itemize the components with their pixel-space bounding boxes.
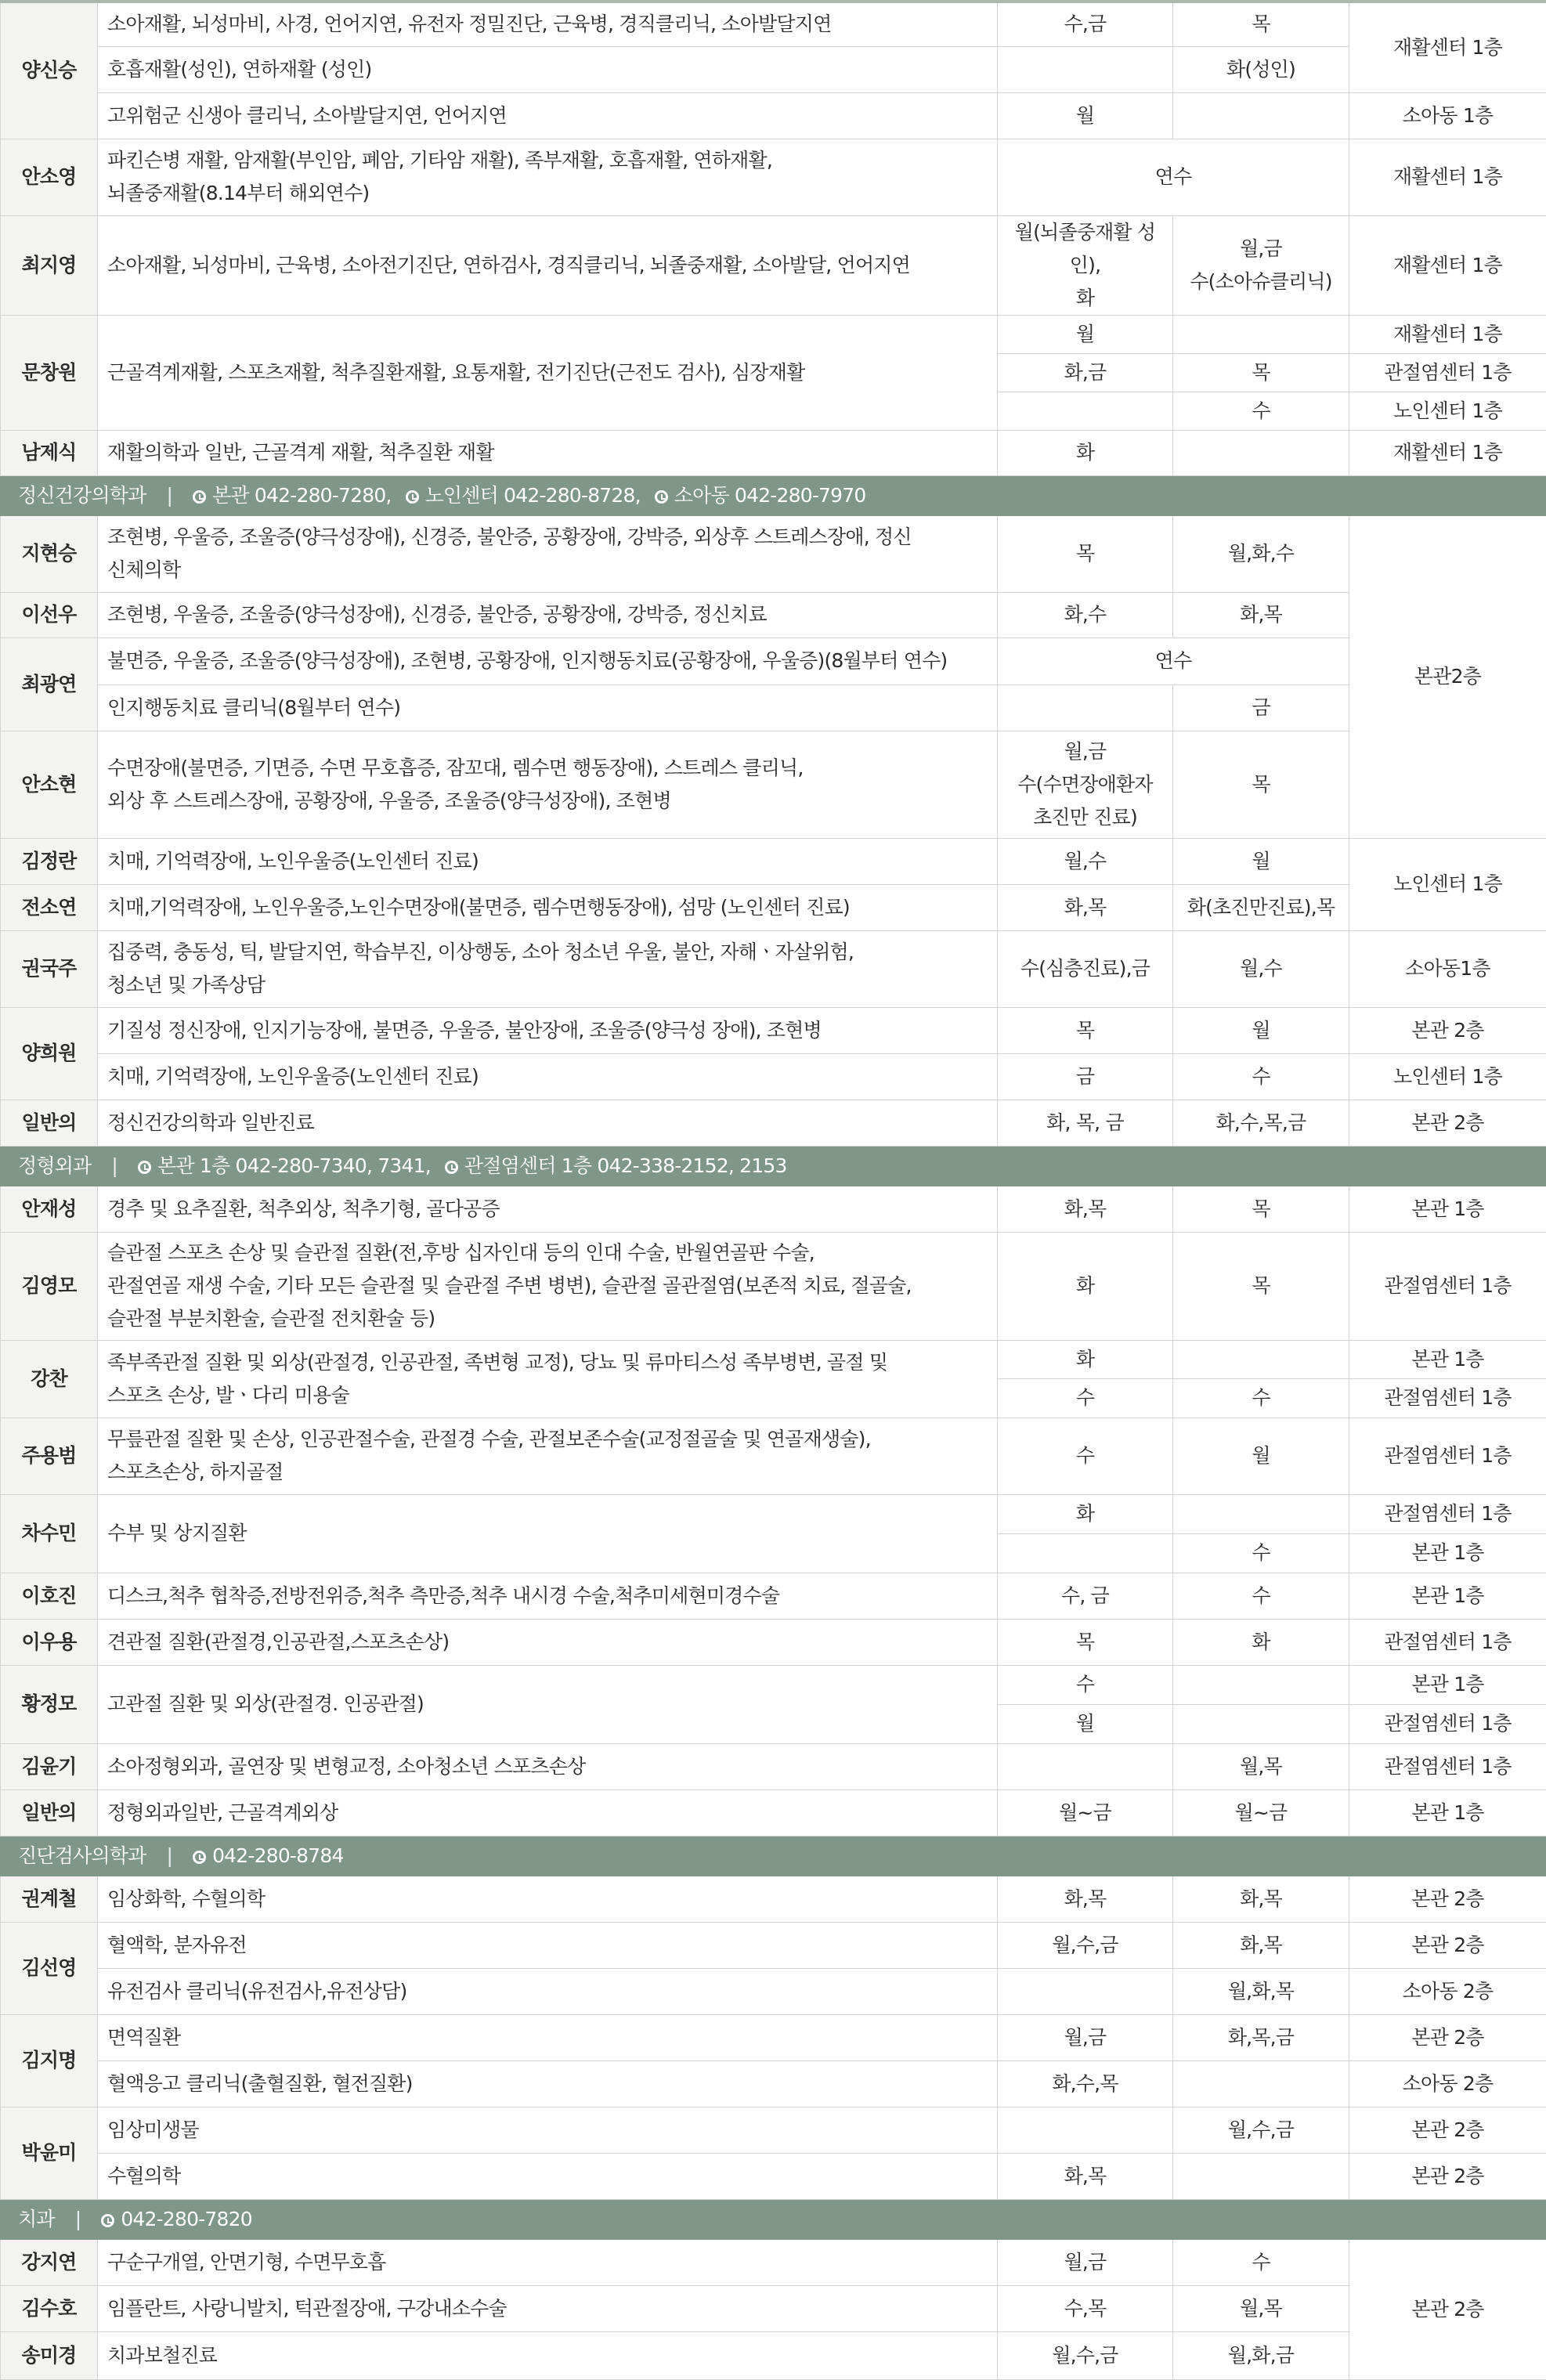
inpatient-days: 수 (1173, 2239, 1349, 2285)
specialty: 조현병, 우울증, 조울증(양극성장애), 신경증, 불안증, 공황장애, 강박증, 정신치료 (98, 592, 998, 637)
outpatient-days (998, 1743, 1173, 1790)
specialty: 슬관절 스포츠 손상 및 슬관절 질환(전,후방 십자인대 등의 인대 수술, 반월연골판 수술, 관절연골 재생 수술, 기타 모든 슬관절 및 슬관절 주변 병변), 슬관절 골관절염(보존적 치료, 절골술, 슬관절 부분치환술, 슬관절 전치환술 등) (98, 1232, 998, 1340)
outpatient-days: 월(뇌졸중재활 성인), 화 (998, 215, 1173, 315)
doctor-name: 안재성 (1, 1186, 98, 1232)
outpatient-days: 수, 금 (998, 1573, 1173, 1619)
location: 관절염센터 1층 (1349, 1378, 1546, 1418)
doctor-name: 이선우 (1, 592, 98, 637)
doctor-name: 황정모 (1, 1665, 98, 1743)
inpatient-days (1173, 1704, 1349, 1743)
inpatient-days: 목 (1173, 2, 1349, 46)
inpatient-days: 금 (1173, 684, 1349, 731)
schedule-status: 연수 (998, 139, 1349, 215)
phone-number: 관절염센터 1층 042-338-2152, 2153 (464, 1147, 787, 1185)
inpatient-days: 화,수,목,금 (1173, 1100, 1349, 1146)
specialty: 족부족관절 질환 및 외상(관절경, 인공관절, 족변형 교정), 당뇨 및 류마티스성 족부병변, 골절 및 스포츠 손상, 발ㆍ다리 미용술 (98, 1340, 998, 1418)
inpatient-days: 월~금 (1173, 1790, 1349, 1836)
clock-icon (193, 1851, 206, 1864)
doctor-name: 양희원 (1, 1007, 98, 1100)
inpatient-days: 화,목,금 (1173, 2014, 1349, 2060)
doctor-name: 이우용 (1, 1619, 98, 1665)
location: 본관 1층 (1349, 1665, 1546, 1704)
outpatient-days: 월 (998, 1704, 1173, 1743)
specialty: 근골격계재활, 스포츠재활, 척추질환재활, 요통재활, 전기진단(근전도 검사), 심장재활 (98, 315, 998, 430)
location: 본관 1층 (1349, 1790, 1546, 1836)
inpatient-days: 화,목 (1173, 1922, 1349, 1968)
outpatient-days: 수(심층진료),금 (998, 930, 1173, 1007)
specialty: 치매, 기억력장애, 노인우울증(노인센터 진료) (98, 838, 998, 884)
inpatient-days: 화(초진만진료),목 (1173, 884, 1349, 930)
inpatient-days: 화(성인) (1173, 46, 1349, 92)
specialty: 고위험군 신생아 클리닉, 소아발달지연, 언어지연 (98, 92, 998, 139)
specialty: 견관절 질환(관절경,인공관절,스포츠손상) (98, 1619, 998, 1665)
phone-number: 042-280-8784 (212, 1837, 344, 1875)
table-row (1, 2, 1546, 46)
outpatient-days: 수 (998, 1418, 1173, 1494)
inpatient-days: 목 (1173, 353, 1349, 392)
location: 본관 2층 (1349, 1007, 1546, 1053)
location: 노인센터 1층 (1349, 1053, 1546, 1100)
clock-icon (138, 1161, 151, 1174)
outpatient-days: 화,금 (998, 353, 1173, 392)
specialty: 경추 및 요추질환, 척추외상, 척추기형, 골다공증 (98, 1186, 998, 1232)
table-row (1, 1665, 1546, 1704)
doctor-name: 문창원 (1, 315, 98, 430)
inpatient-days: 목 (1173, 1186, 1349, 1232)
doctor-name: 박윤미 (1, 2107, 98, 2199)
specialty: 임상화학, 수혈의학 (98, 1876, 998, 1922)
doctor-name: 권국주 (1, 930, 98, 1007)
location: 관절염센터 1층 (1349, 353, 1546, 392)
location: 소아동 2층 (1349, 1968, 1546, 2014)
table-row (1, 1876, 1546, 1922)
department-header (1, 1146, 1546, 1186)
specialty: 기질성 정신장애, 인지기능장애, 불면증, 우울증, 불안장애, 조울증(양극성 장애), 조현병 (98, 1007, 998, 1053)
clock-icon (406, 490, 419, 504)
table-row (1, 2153, 1546, 2199)
doctor-name: 김지명 (1, 2014, 98, 2107)
table-row (1, 2014, 1546, 2060)
outpatient-days: 월,수,금 (998, 1922, 1173, 1968)
phone-number: 본관 1층 042-280-7340, 7341, (157, 1147, 431, 1185)
outpatient-days (998, 684, 1173, 731)
table-row (1, 215, 1546, 315)
table-row (1, 1573, 1546, 1619)
outpatient-days: 수,목 (998, 2285, 1173, 2331)
specialty: 수부 및 상지질환 (98, 1494, 998, 1573)
inpatient-days: 수 (1173, 1533, 1349, 1573)
specialty: 호흡재활(성인), 연하재활 (성인) (98, 46, 998, 92)
specialty: 불면증, 우울증, 조울증(양극성장애), 조현병, 공황장애, 인지행동치료(공황장애, 우울증)(8월부터 연수) (98, 637, 998, 684)
doctor-name: 안소현 (1, 731, 98, 838)
inpatient-days: 월,금 수(소아슈클리닉) (1173, 215, 1349, 315)
inpatient-days: 수 (1173, 1053, 1349, 1100)
inpatient-days: 화,목 (1173, 1876, 1349, 1922)
inpatient-days: 월,화,수 (1173, 515, 1349, 592)
doctor-name: 최지영 (1, 215, 98, 315)
table-row (1, 46, 1546, 92)
outpatient-days: 화,수 (998, 592, 1173, 637)
location: 관절염센터 1층 (1349, 1619, 1546, 1665)
clock-icon (445, 1161, 458, 1174)
specialty: 치매, 기억력장애, 노인우울증(노인센터 진료) (98, 1053, 998, 1100)
location: 본관 1층 (1349, 1533, 1546, 1573)
specialty: 파킨슨병 재활, 암재활(부인암, 폐암, 기타암 재활), 족부재활, 호흡재활, 연하재활, 뇌졸중재활(8.14부터 해외연수) (98, 139, 998, 215)
department-name: 진단검사의학과 (18, 1844, 146, 1867)
inpatient-days: 월,수,금 (1173, 2107, 1349, 2153)
table-row (1, 2239, 1546, 2285)
inpatient-days (1173, 1665, 1349, 1704)
outpatient-days: 화,목 (998, 1876, 1173, 1922)
outpatient-days: 수 (998, 1378, 1173, 1418)
outpatient-days: 화, 목, 금 (998, 1100, 1173, 1146)
outpatient-days: 월~금 (998, 1790, 1173, 1836)
table-row (1, 139, 1546, 215)
outpatient-days: 화,목 (998, 884, 1173, 930)
location: 본관 2층 (1349, 1922, 1546, 1968)
inpatient-days: 목 (1173, 1232, 1349, 1340)
doctor-name: 일반의 (1, 1100, 98, 1146)
location: 노인센터 1층 (1349, 392, 1546, 430)
table-row (1, 592, 1546, 637)
location: 본관 2층 (1349, 2107, 1546, 2153)
inpatient-days: 월,목 (1173, 1743, 1349, 1790)
specialty: 치매,기억력장애, 노인우울증,노인수면장애(불면증, 렘수면행동장애), 섬망 (노인센터 진료) (98, 884, 998, 930)
location: 본관 1층 (1349, 1573, 1546, 1619)
location: 본관 2층 (1349, 2014, 1546, 2060)
specialty: 조현병, 우울증, 조울증(양극성장애), 신경증, 불안증, 공황장애, 강박증, 외상후 스트레스장애, 정신 신체의학 (98, 515, 998, 592)
outpatient-days: 화,수,목 (998, 2060, 1173, 2107)
inpatient-days: 화 (1173, 1619, 1349, 1665)
doctor-name: 양신승 (1, 2, 98, 139)
doctor-name: 전소연 (1, 884, 98, 930)
inpatient-days (1173, 2153, 1349, 2199)
location: 본관 2층 (1349, 2153, 1546, 2199)
specialty: 소아재활, 뇌성마비, 근육병, 소아전기진단, 연하검사, 경직클리닉, 뇌졸중재활, 소아발달, 언어지연 (98, 215, 998, 315)
table-row (1, 92, 1546, 139)
specialty: 혈액학, 분자유전 (98, 1922, 998, 1968)
inpatient-days: 월,화,목 (1173, 1968, 1349, 2014)
table-row (1, 1790, 1546, 1836)
table-row (1, 515, 1546, 592)
department-header (1, 475, 1546, 515)
doctor-name: 권계철 (1, 1876, 98, 1922)
table-row (1, 430, 1546, 475)
specialty: 임플란트, 사랑니발치, 턱관절장애, 구강내소수술 (98, 2285, 998, 2331)
phone-number: 본관 042-280-7280, (212, 477, 392, 515)
location: 소아동1층 (1349, 930, 1546, 1007)
location: 본관 1층 (1349, 1186, 1546, 1232)
doctor-name: 남제식 (1, 430, 98, 475)
location: 재활센터 1층 (1349, 139, 1546, 215)
doctor-name: 안소영 (1, 139, 98, 215)
table-row (1, 838, 1546, 884)
location: 노인센터 1층 (1349, 838, 1546, 930)
table-row (1, 2285, 1546, 2331)
department-name: 정신건강의학과 (18, 484, 146, 507)
location: 소아동 1층 (1349, 92, 1546, 139)
outpatient-days: 월,수,금 (998, 2331, 1173, 2379)
table-row (1, 731, 1546, 838)
table-row (1, 2331, 1546, 2379)
outpatient-days: 수 (998, 1665, 1173, 1704)
inpatient-days: 월 (1173, 838, 1349, 884)
inpatient-days: 월,수 (1173, 930, 1349, 1007)
doctor-name: 최광연 (1, 637, 98, 731)
location: 재활센터 1층 (1349, 215, 1546, 315)
table-row (1, 1053, 1546, 1100)
department-header (1, 1836, 1546, 1876)
outpatient-days: 화 (998, 1232, 1173, 1340)
location: 재활센터 1층 (1349, 2, 1546, 92)
inpatient-days: 월 (1173, 1007, 1349, 1053)
location: 관절염센터 1층 (1349, 1418, 1546, 1494)
table-row (1, 1418, 1546, 1494)
outpatient-days: 화 (998, 1494, 1173, 1533)
location: 본관 2층 (1349, 1876, 1546, 1922)
table-row (1, 2107, 1546, 2153)
location: 재활센터 1층 (1349, 315, 1546, 353)
outpatient-days: 화 (998, 1340, 1173, 1378)
outpatient-days (998, 392, 1173, 430)
outpatient-days (998, 46, 1173, 92)
inpatient-days: 수 (1173, 1573, 1349, 1619)
specialty: 혈액응고 클리닉(출혈질환, 혈전질환) (98, 2060, 998, 2107)
table-row (1, 315, 1546, 353)
outpatient-days: 월,금 (998, 2014, 1173, 2060)
table-row (1, 930, 1546, 1007)
doctor-name: 김수호 (1, 2285, 98, 2331)
inpatient-days: 월,화,금 (1173, 2331, 1349, 2379)
outpatient-days: 월 (998, 315, 1173, 353)
doctor-name: 이호진 (1, 1573, 98, 1619)
table-row (1, 2060, 1546, 2107)
doctor-name: 송미경 (1, 2331, 98, 2379)
outpatient-days: 목 (998, 515, 1173, 592)
inpatient-days (1173, 2060, 1349, 2107)
table-row (1, 1743, 1546, 1790)
table-row (1, 1922, 1546, 1968)
inpatient-days (1173, 1340, 1349, 1378)
location: 관절염센터 1층 (1349, 1494, 1546, 1533)
specialty: 소아정형외과, 골연장 및 변형교정, 소아청소년 스포츠손상 (98, 1743, 998, 1790)
specialty: 무릎관절 질환 및 손상, 인공관절수술, 관절경 수술, 관절보존수술(교정절골술 및 연골재생술), 스포츠손상, 하지골절 (98, 1418, 998, 1494)
table-row (1, 637, 1546, 684)
specialty: 수혈의학 (98, 2153, 998, 2199)
specialty: 임상미생물 (98, 2107, 998, 2153)
outpatient-days: 화,목 (998, 2153, 1173, 2199)
inpatient-days (1173, 315, 1349, 353)
inpatient-days (1173, 430, 1349, 475)
specialty: 구순구개열, 안면기형, 수면무호흡 (98, 2239, 998, 2285)
table-row (1, 1232, 1546, 1340)
doctor-name: 주용범 (1, 1418, 98, 1494)
specialty: 정신건강의학과 일반진료 (98, 1100, 998, 1146)
doctor-name: 김선영 (1, 1922, 98, 2014)
table-row (1, 1968, 1546, 2014)
outpatient-days (998, 1533, 1173, 1573)
specialty: 면역질환 (98, 2014, 998, 2060)
specialty: 디스크,척추 협착증,전방전위증,척추 측만증,척추 내시경 수술,척추미세현미경수술 (98, 1573, 998, 1619)
doctor-name: 강찬 (1, 1340, 98, 1418)
table-row (1, 684, 1546, 731)
specialty: 치과보철진료 (98, 2331, 998, 2379)
location: 본관 1층 (1349, 1340, 1546, 1378)
specialty: 유전검사 클리닉(유전검사,유전상담) (98, 1968, 998, 2014)
inpatient-days: 목 (1173, 731, 1349, 838)
specialty: 인지행동치료 클리닉(8월부터 연수) (98, 684, 998, 731)
phone-number: 소아동 042-280-7970 (674, 477, 866, 515)
clock-icon (101, 2214, 114, 2227)
outpatient-days: 화 (998, 430, 1173, 475)
location: 본관 2층 (1349, 2239, 1546, 2379)
specialty: 수면장애(불면증, 기면증, 수면 무호흡증, 잠꼬대, 렘수면 행동장애), 스트레스 클리닉, 외상 후 스트레스장애, 공황장애, 우울증, 조울증(양극성장애), 조현병 (98, 731, 998, 838)
table-row (1, 884, 1546, 930)
schedule-status: 연수 (998, 637, 1349, 684)
outpatient-days: 목 (998, 1619, 1173, 1665)
department-name: 정형외과 (18, 1154, 91, 1177)
location: 본관2층 (1349, 515, 1546, 838)
clock-icon (193, 490, 206, 504)
outpatient-days: 목 (998, 1007, 1173, 1053)
specialty: 정형외과일반, 근골격계외상 (98, 1790, 998, 1836)
inpatient-days: 월 (1173, 1418, 1349, 1494)
doctor-name: 김윤기 (1, 1743, 98, 1790)
doctor-name: 차수민 (1, 1494, 98, 1573)
doctor-name: 김영모 (1, 1232, 98, 1340)
outpatient-days: 수,금 (998, 2, 1173, 46)
specialty: 소아재활, 뇌성마비, 사경, 언어지연, 유전자 정밀진단, 근육병, 경직클리닉, 소아발달지연 (98, 2, 998, 46)
outpatient-days (998, 2107, 1173, 2153)
table-row (1, 1100, 1546, 1146)
outpatient-days: 월,수 (998, 838, 1173, 884)
divider: | (166, 1837, 172, 1875)
outpatient-days (998, 1968, 1173, 2014)
department-header (1, 2199, 1546, 2239)
outpatient-days: 월,금 (998, 2239, 1173, 2285)
inpatient-days: 수 (1173, 1378, 1349, 1418)
clock-icon (655, 490, 668, 504)
location: 재활센터 1층 (1349, 430, 1546, 475)
specialty: 고관절 질환 및 외상(관절경. 인공관절) (98, 1665, 998, 1743)
location: 관절염센터 1층 (1349, 1743, 1546, 1790)
phone-number: 042-280-7820 (121, 2201, 252, 2238)
outpatient-days: 금 (998, 1053, 1173, 1100)
specialty: 재활의학과 일반, 근골격계 재활, 척추질환 재활 (98, 430, 998, 475)
outpatient-days: 월,금 수(수면장애환자 초진만 진료) (998, 731, 1173, 838)
table-row (1, 1186, 1546, 1232)
outpatient-days: 화,목 (998, 1186, 1173, 1232)
inpatient-days: 화,목 (1173, 592, 1349, 637)
phone-number: 노인센터 042-280-8728, (425, 477, 641, 515)
divider: | (111, 1147, 117, 1185)
inpatient-days (1173, 1494, 1349, 1533)
inpatient-days (1173, 92, 1349, 139)
outpatient-days: 월 (998, 92, 1173, 139)
doctor-name: 일반의 (1, 1790, 98, 1836)
location: 본관 2층 (1349, 1100, 1546, 1146)
doctor-name: 강지연 (1, 2239, 98, 2285)
table-row (1, 1340, 1546, 1378)
location: 관절염센터 1층 (1349, 1704, 1546, 1743)
location: 소아동 2층 (1349, 2060, 1546, 2107)
table-row (1, 1007, 1546, 1053)
inpatient-days: 월,목 (1173, 2285, 1349, 2331)
table-row (1, 1619, 1546, 1665)
doctor-name: 지현승 (1, 515, 98, 592)
department-name: 치과 (18, 2208, 55, 2230)
divider: | (166, 477, 172, 515)
specialty: 집중력, 충동성, 틱, 발달지연, 학습부진, 이상행동, 소아 청소년 우울, 불안, 자해ㆍ자살위험, 청소년 및 가족상담 (98, 930, 998, 1007)
inpatient-days: 수 (1173, 392, 1349, 430)
table-row (1, 1494, 1546, 1533)
divider: | (75, 2201, 81, 2238)
doctor-name: 김정란 (1, 838, 98, 884)
location: 관절염센터 1층 (1349, 1232, 1546, 1340)
